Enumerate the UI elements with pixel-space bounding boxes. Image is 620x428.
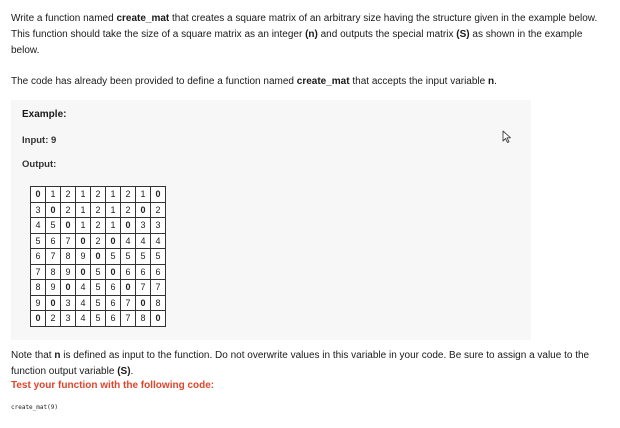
matrix-cell: 0 [106, 264, 121, 280]
matrix-cell: 6 [106, 295, 121, 311]
matrix-cell: 7 [121, 295, 136, 311]
matrix-cell: 4 [76, 295, 91, 311]
matrix-cell: 0 [76, 233, 91, 249]
matrix-cell: 3 [151, 218, 166, 234]
matrix-row [31, 311, 166, 327]
matrix-cell: 3 [61, 311, 76, 327]
note-variable-n: n [54, 350, 61, 361]
matrix-cell: 0 [61, 280, 76, 296]
matrix-cell: 0 [121, 280, 136, 296]
note-variable-s: (S) [117, 366, 131, 377]
intro-text-4: as shown in the example below. [11, 29, 583, 56]
matrix-row [31, 202, 166, 218]
matrix-cell: 9 [31, 295, 46, 311]
matrix-row [31, 187, 166, 203]
matrix-cell: 2 [121, 187, 136, 203]
matrix-cell: 5 [91, 264, 106, 280]
matrix-cell: 0 [136, 202, 151, 218]
matrix-cell: 7 [121, 311, 136, 327]
function-name: create_mat [116, 13, 170, 24]
matrix-cell: 4 [136, 233, 151, 249]
matrix-row [31, 264, 166, 280]
matrix-cell: 0 [46, 202, 61, 218]
matrix-cell: 0 [151, 311, 166, 327]
example-output-label: Output: [22, 159, 57, 170]
matrix-cell: 6 [106, 311, 121, 327]
matrix-cell: 9 [76, 249, 91, 265]
matrix-cell: 0 [46, 295, 61, 311]
matrix-cell: 7 [151, 280, 166, 296]
matrix-cell: 8 [151, 295, 166, 311]
matrix-cell: 2 [91, 202, 106, 218]
matrix-cell: 0 [91, 249, 106, 265]
matrix-cell: 5 [151, 249, 166, 265]
matrix-cell: 8 [61, 249, 76, 265]
given-text-1: The code has already been provided to define a function named [11, 76, 297, 87]
matrix-cell: 2 [91, 233, 106, 249]
code-snippet: create_mat(9) [11, 404, 58, 411]
note-paragraph [11, 348, 611, 380]
matrix-cell: 1 [76, 187, 91, 203]
output-matrix [30, 186, 166, 327]
intro-text-2: that creates a square matrix of an arbitrary size having the structure given in the example below. This function should take the size of a square matrix as an integer [11, 13, 598, 40]
matrix-row [31, 233, 166, 249]
matrix-cell: 9 [46, 280, 61, 296]
intro-text-3: and outputs the special matrix [317, 29, 457, 40]
matrix-cell: 5 [31, 233, 46, 249]
matrix-cell: 5 [91, 311, 106, 327]
matrix-cell: 0 [31, 187, 46, 203]
matrix-row [31, 218, 166, 234]
intro-paragraph [11, 11, 611, 59]
matrix-cell: 5 [91, 295, 106, 311]
matrix-cell: 2 [91, 218, 106, 234]
matrix-cell: 1 [106, 218, 121, 234]
matrix-row [31, 295, 166, 311]
matrix-cell: 8 [31, 280, 46, 296]
note-text-1: Note that [11, 350, 55, 361]
matrix-cell: 1 [106, 202, 121, 218]
note-text-2: is defined as input to the function. Do not overwrite values in this variable in your code. Be sure to assign a value to the function output variable [11, 350, 590, 377]
input-variable-name: (n) [305, 29, 318, 40]
matrix-cell: 0 [106, 233, 121, 249]
matrix-cell: 4 [31, 218, 46, 234]
test-heading: Test your function with the following code: [11, 380, 215, 391]
matrix-cell: 1 [136, 187, 151, 203]
matrix-row [31, 249, 166, 265]
matrix-cell: 1 [46, 187, 61, 203]
matrix-cell: 4 [76, 280, 91, 296]
matrix-cell: 6 [46, 233, 61, 249]
matrix-cell: 4 [151, 233, 166, 249]
example-label: Example: [22, 109, 67, 120]
example-input: Input: 9 [22, 135, 57, 146]
matrix-cell: 6 [106, 280, 121, 296]
matrix-cell: 2 [61, 202, 76, 218]
matrix-cell: 5 [136, 249, 151, 265]
given-input-variable: n [488, 76, 495, 87]
matrix-cell: 0 [31, 311, 46, 327]
note-text-3: . [130, 366, 134, 377]
matrix-cell: 5 [91, 280, 106, 296]
matrix-cell: 2 [151, 202, 166, 218]
matrix-cell: 1 [76, 202, 91, 218]
matrix-cell: 7 [46, 249, 61, 265]
given-text-3: . [494, 76, 497, 87]
matrix-cell: 3 [31, 202, 46, 218]
matrix-cell: 9 [61, 264, 76, 280]
matrix-cell: 4 [121, 233, 136, 249]
matrix-cell: 5 [121, 249, 136, 265]
matrix-cell: 5 [46, 218, 61, 234]
matrix-cell: 7 [136, 280, 151, 296]
matrix-cell: 0 [76, 264, 91, 280]
intro-text-1: Write a function named [11, 13, 117, 24]
matrix-cell: 8 [46, 264, 61, 280]
given-function-name: create_mat [296, 76, 350, 87]
matrix-cell: 8 [136, 311, 151, 327]
given-paragraph [11, 74, 611, 90]
matrix-cell: 6 [136, 264, 151, 280]
mouse-cursor-icon [502, 130, 512, 143]
matrix-cell: 3 [136, 218, 151, 234]
matrix-cell: 0 [61, 218, 76, 234]
matrix-cell: 2 [91, 187, 106, 203]
matrix-cell: 7 [31, 264, 46, 280]
output-variable-name: (S) [456, 29, 470, 40]
matrix-cell: 3 [61, 295, 76, 311]
matrix-cell: 1 [106, 187, 121, 203]
matrix-cell: 5 [106, 249, 121, 265]
matrix-cell: 7 [61, 233, 76, 249]
matrix-cell: 2 [61, 187, 76, 203]
matrix-cell: 0 [136, 295, 151, 311]
matrix-row [31, 280, 166, 296]
matrix-cell: 2 [46, 311, 61, 327]
matrix-cell: 0 [121, 218, 136, 234]
matrix-cell: 0 [151, 187, 166, 203]
matrix-cell: 1 [76, 218, 91, 234]
matrix-cell: 6 [31, 249, 46, 265]
matrix-cell: 2 [121, 202, 136, 218]
matrix-cell: 4 [76, 311, 91, 327]
given-text-2: that accepts the input variable [349, 76, 488, 87]
matrix-cell: 6 [151, 264, 166, 280]
matrix-cell: 6 [121, 264, 136, 280]
